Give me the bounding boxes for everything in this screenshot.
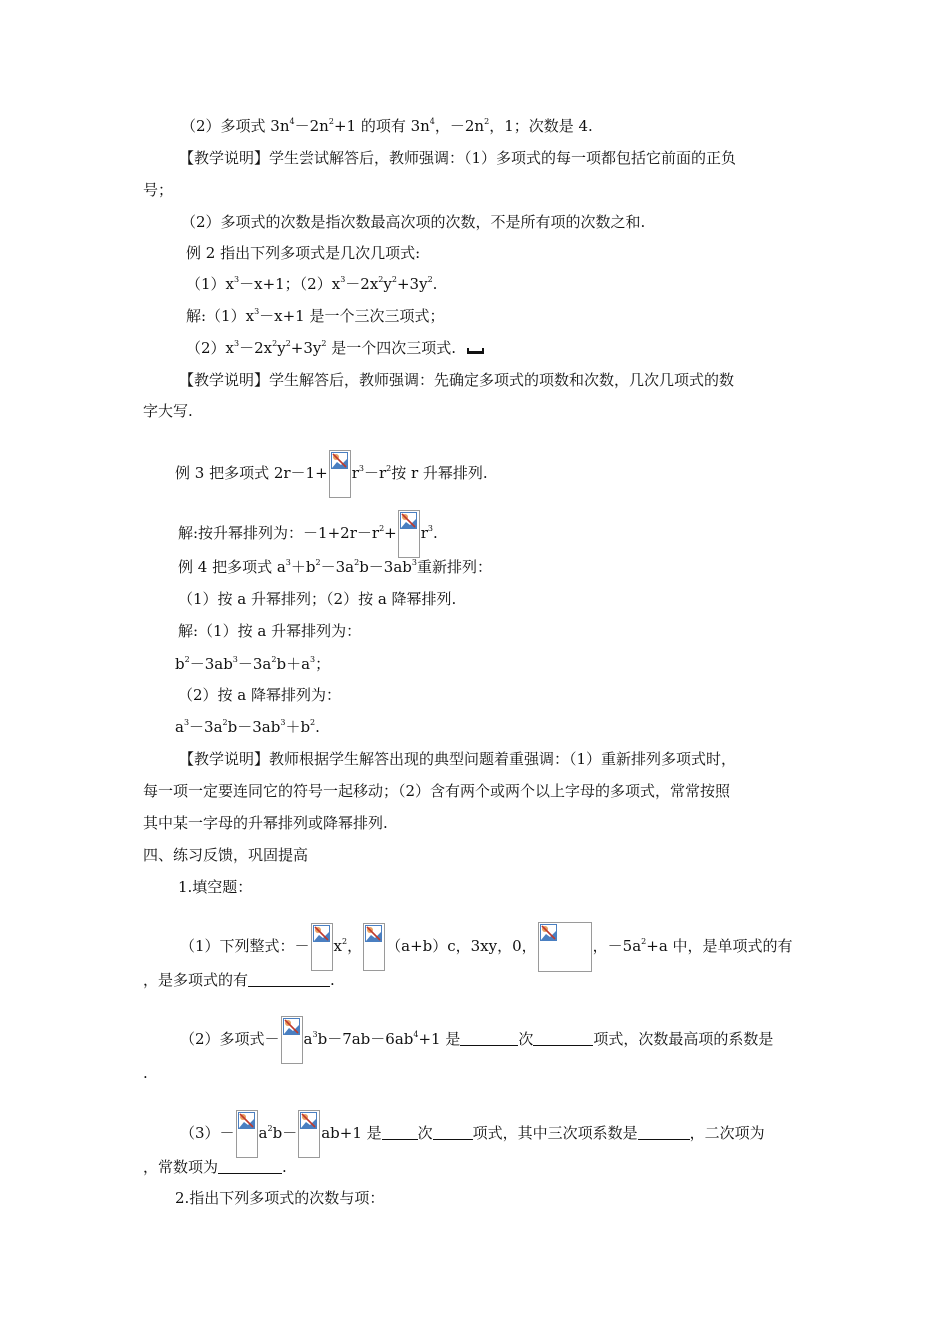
example-line bbox=[175, 450, 488, 498]
superscript: 2 bbox=[272, 339, 278, 348]
superscript: 2 bbox=[391, 275, 397, 284]
text-run: 解:按升幂排列为：－1+2r－r bbox=[178, 524, 380, 542]
superscript: 2 bbox=[484, 117, 490, 126]
superscript: 3 bbox=[234, 339, 240, 348]
text-run: . bbox=[432, 275, 438, 293]
broken-image-icon bbox=[538, 922, 592, 972]
text-run: b－3ab bbox=[359, 558, 412, 576]
exercise-line bbox=[180, 922, 793, 972]
text-run: （2）多项式－ bbox=[180, 1030, 280, 1048]
superscript: 2 bbox=[315, 558, 321, 567]
superscript: 2 bbox=[378, 275, 384, 284]
text-run: ，－2n bbox=[434, 117, 485, 135]
text-run: y bbox=[277, 339, 286, 357]
broken-image-icon bbox=[311, 923, 333, 971]
text-run: ＋b bbox=[290, 558, 316, 576]
text-run: . bbox=[330, 971, 335, 989]
text-run: ＋b bbox=[285, 718, 311, 736]
broken-image-icon bbox=[236, 1110, 258, 1158]
text-run: y bbox=[383, 275, 392, 293]
superscript: 3 bbox=[232, 655, 238, 664]
text-line bbox=[175, 717, 320, 737]
superscript: 2 bbox=[267, 1124, 273, 1133]
superscript: 3 bbox=[183, 718, 190, 727]
superscript: 3 bbox=[411, 558, 417, 567]
text-run: b－7ab－6ab bbox=[317, 1030, 414, 1048]
exercise-heading: 1.填空题： bbox=[178, 878, 253, 896]
exercise-line bbox=[180, 1110, 765, 1158]
text-run: +a 中，是单项式的有 bbox=[646, 937, 793, 955]
text-line bbox=[186, 338, 456, 358]
text-run: a bbox=[303, 1030, 313, 1048]
superscript: 3 bbox=[340, 275, 346, 284]
text-run: 例 3 把多项式 2r－1+ bbox=[175, 464, 328, 482]
text-run: r bbox=[420, 524, 428, 542]
text-run: a bbox=[258, 1124, 268, 1142]
exercise-line bbox=[143, 1157, 287, 1177]
text-line: 号； bbox=[143, 181, 174, 199]
text-run: （1）x bbox=[186, 275, 235, 293]
teaching-note: 【教学说明】教师根据学生解答出现的典型问题着重强调：（1）重新排列多项式时， bbox=[179, 750, 737, 768]
text-run: +1 是 bbox=[418, 1030, 461, 1048]
stray-mark-icon bbox=[467, 347, 484, 355]
text-run: b－ bbox=[272, 1124, 298, 1142]
exercise-heading: 2.指出下列多项式的次数与项： bbox=[175, 1189, 385, 1207]
text-run: ， bbox=[347, 937, 363, 955]
superscript: 3 bbox=[280, 718, 286, 727]
text-run: +1 的项有 3n bbox=[333, 117, 430, 135]
text-run: 次 bbox=[518, 1030, 534, 1048]
text-run: －3a bbox=[189, 718, 223, 736]
text-run: 项式，其中三次项系数是 bbox=[472, 1124, 638, 1142]
text-run: －2x bbox=[345, 275, 379, 293]
text-run: －x+1；（2）x bbox=[239, 275, 341, 293]
text-line: 其中某一字母的升幂排列或降幂排列. bbox=[143, 814, 388, 832]
superscript: 2 bbox=[310, 718, 316, 727]
text-run: b＋a bbox=[276, 655, 311, 673]
teaching-note: 【教学说明】学生解答后，教师强调：先确定多项式的项数和次数，几次几项式的数 bbox=[179, 371, 735, 389]
text-run: b－3ab bbox=[227, 718, 281, 736]
text-run: （1）下列整式：－ bbox=[180, 937, 310, 955]
text-run: +3y bbox=[396, 275, 428, 293]
text-line: 每一项一定要连同它的符号一起移动；（2）含有两个或两个以上字母的多项式，常常按照 bbox=[143, 782, 731, 800]
text-run: 次 bbox=[417, 1124, 433, 1142]
superscript: 2 bbox=[386, 464, 392, 473]
answer-blank[interactable] bbox=[382, 1125, 418, 1140]
text-line bbox=[186, 306, 445, 326]
text-run: 解:（1）x bbox=[186, 307, 255, 325]
superscript: 2 bbox=[184, 655, 190, 664]
text-line bbox=[178, 510, 438, 558]
text-line: 解:（1）按 a 升幂排列为： bbox=[178, 622, 362, 640]
broken-image-icon bbox=[398, 510, 420, 558]
superscript: 2 bbox=[641, 937, 647, 946]
superscript: 2 bbox=[271, 655, 277, 664]
broken-image-icon bbox=[363, 923, 385, 971]
superscript: 2 bbox=[328, 117, 334, 126]
text-line bbox=[175, 654, 330, 674]
superscript: 3 bbox=[285, 558, 291, 567]
superscript: 2 bbox=[427, 275, 433, 284]
text-run: －3ab bbox=[189, 655, 233, 673]
broken-image-icon bbox=[298, 1110, 320, 1158]
text-run: －x+1 是一个三次三项式； bbox=[259, 307, 445, 325]
superscript: 3 bbox=[310, 655, 316, 664]
text-run: －2x bbox=[239, 339, 273, 357]
text-run: . bbox=[282, 1158, 287, 1176]
superscript: 4 bbox=[413, 1030, 419, 1039]
example-heading: 例 2 指出下列多项式是几次几项式: bbox=[186, 244, 421, 262]
text-run: ； bbox=[315, 655, 331, 673]
broken-image-icon bbox=[329, 450, 351, 498]
superscript: 4 bbox=[289, 117, 295, 126]
superscript: 2 bbox=[321, 339, 327, 348]
exercise-line bbox=[143, 970, 335, 990]
superscript: 3 bbox=[358, 464, 364, 473]
text-run: ，常数项为 bbox=[143, 1158, 219, 1176]
text-run: －3a bbox=[237, 655, 272, 673]
text-run: b bbox=[175, 655, 185, 673]
text-run: （3）－ bbox=[180, 1124, 235, 1142]
superscript: 3 bbox=[427, 524, 433, 533]
text-line: （2）多项式的次数是指次数最高次项的次数，不是所有项的次数之和. bbox=[181, 213, 646, 231]
teaching-note: 【教学说明】学生尝试解答后，教师强调：（1）多项式的每一项都包括它前面的正负 bbox=[179, 149, 737, 167]
text-run: ，1；次数是 4. bbox=[489, 117, 593, 135]
text-line bbox=[186, 274, 437, 294]
text-run: 例 4 把多项式 a bbox=[178, 558, 286, 576]
text-run: a bbox=[175, 718, 184, 736]
answer-blank[interactable] bbox=[533, 1031, 593, 1046]
text-run: r bbox=[351, 464, 359, 482]
answer-blank[interactable] bbox=[460, 1031, 518, 1046]
answer-blank[interactable] bbox=[638, 1125, 690, 1140]
text-run: 按 r 升幂排列. bbox=[391, 464, 488, 482]
superscript: 3 bbox=[312, 1030, 318, 1039]
text-run: ，二次项为 bbox=[689, 1124, 765, 1142]
answer-blank[interactable] bbox=[218, 1159, 282, 1174]
superscript: 2 bbox=[379, 524, 385, 533]
exercise-line bbox=[180, 1016, 773, 1064]
text-line: 字大写. bbox=[143, 402, 193, 420]
text-run: . bbox=[315, 718, 320, 736]
text-run: +3y bbox=[290, 339, 322, 357]
broken-image-icon bbox=[281, 1016, 303, 1064]
text-run: （2）多项式 3n bbox=[181, 117, 290, 135]
superscript: 2 bbox=[354, 558, 360, 567]
superscript: 2 bbox=[222, 718, 228, 727]
text-line bbox=[181, 116, 593, 136]
text-run: 是一个四次三项式. bbox=[326, 339, 457, 357]
superscript: 2 bbox=[285, 339, 291, 348]
text-run: 重新排列： bbox=[416, 558, 492, 576]
text-run: －3a bbox=[320, 558, 355, 576]
text-run: 项式，次数最高项的系数是 bbox=[593, 1030, 774, 1048]
text-run: （a+b）c，3xy，0， bbox=[386, 937, 537, 955]
superscript: 3 bbox=[254, 307, 260, 316]
text-run: + bbox=[384, 524, 397, 542]
text-run: （2）x bbox=[186, 339, 235, 357]
example-line bbox=[178, 557, 492, 577]
text-run: ab+1 是 bbox=[321, 1124, 382, 1142]
text-line: . bbox=[143, 1064, 148, 1082]
superscript: 3 bbox=[234, 275, 240, 284]
text-run: －r bbox=[363, 464, 387, 482]
text-line: （1）按 a 升幂排列；（2）按 a 降幂排列. bbox=[178, 590, 457, 608]
section-heading: 四、练习反馈，巩固提高 bbox=[143, 846, 309, 864]
text-run: ，－5a bbox=[592, 937, 642, 955]
superscript: 2 bbox=[342, 937, 348, 946]
superscript: 4 bbox=[429, 117, 435, 126]
answer-blank[interactable] bbox=[433, 1125, 473, 1140]
text-line: （2）按 a 降幂排列为： bbox=[178, 686, 342, 704]
text-run: ，是多项式的有 bbox=[143, 971, 249, 989]
answer-blank[interactable] bbox=[248, 972, 330, 987]
text-run: －2n bbox=[294, 117, 329, 135]
text-run: x bbox=[333, 937, 343, 955]
text-run: . bbox=[433, 524, 438, 542]
